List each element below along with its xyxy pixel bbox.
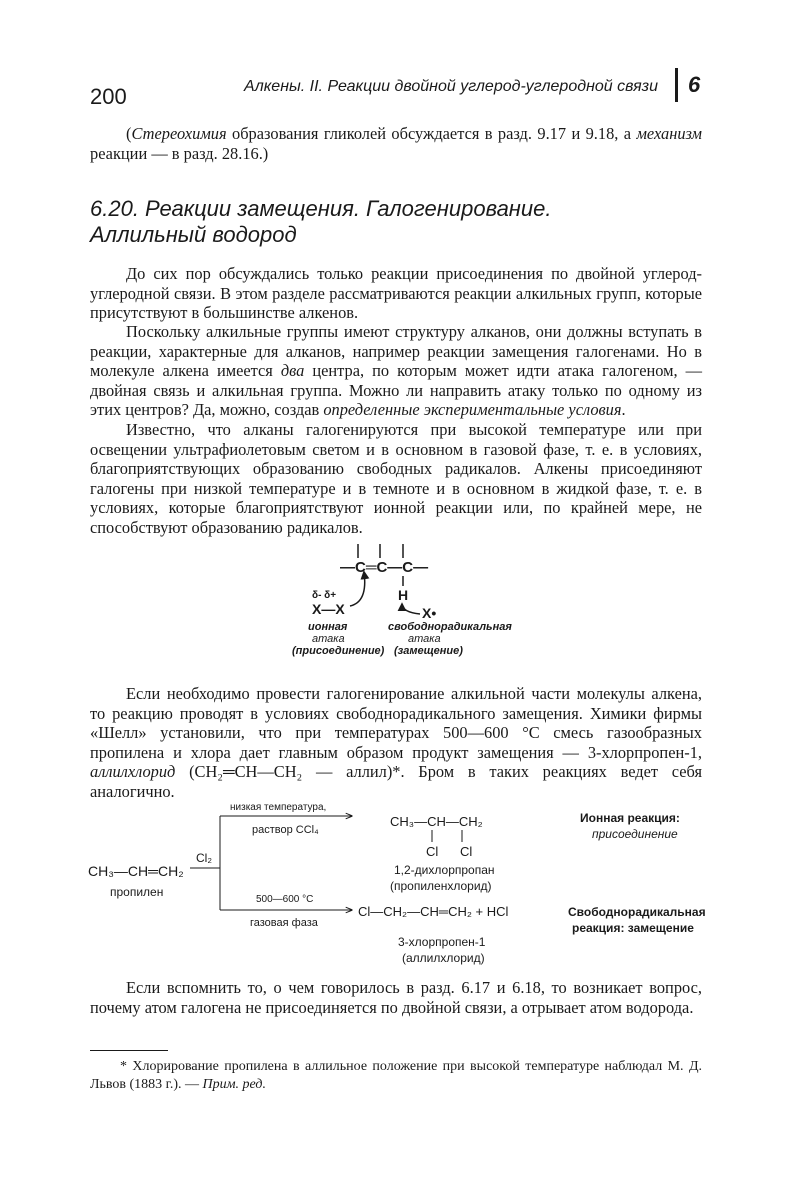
reactant-name: пропилен [110, 885, 164, 899]
lower-reaction-type: Свободнорадикальная [568, 905, 706, 919]
reactant-formula: CH₃—CH═CH₂ [88, 863, 184, 879]
reagent-label: Cl₂ [196, 851, 212, 865]
ionic-attack-arrow [350, 572, 365, 606]
lower-reaction-type: реакция: замещение [572, 921, 694, 935]
charge-label: δ- δ+ [312, 590, 337, 601]
paragraph-2: Поскольку алкильные группы имеют структуру алканов, они должны вступать в реакции, характерные для алканов, например реакции замещения галогенами. Но в молекуле алкена имеется два центра, по которым может идти атака галогеном, — двойная связь и алкильная группа. Можно ли направить атаку только по одному из этих центров? Да, можно, создав определенные экспериментальные условия. [90, 322, 702, 419]
hydrogen-atom: H [398, 587, 409, 603]
paragraph-1: До сих пор обсуждались только реакции присоединения по двойной углерод-углеродной связи. В этом разделе рассматриваются реакции алкильных групп, которые присутствуют в большинстве алкенов. [90, 264, 702, 322]
ionic-label-line: атака [312, 633, 345, 645]
paragraph-5: Если вспомнить то, о чем говорилось в разд. 6.17 и 6.18, то возникает вопрос, почему атом галогена не присоединяется по двойной связи, а отрывает атом водорода. [90, 978, 702, 1017]
chapter-number: 6 [688, 72, 701, 97]
upper-condition: низкая температура, [230, 802, 327, 813]
ionic-label-line: ионная [308, 621, 348, 633]
radical-label-line: свободнорадикальная [388, 621, 512, 633]
radical-label-line: атака [408, 633, 441, 645]
page-number: 200 [90, 84, 127, 109]
alkene-chain: —C═C—C— [340, 559, 429, 576]
mechanism-emphasis: механизм [636, 124, 702, 143]
upper-condition: раствор CCl₄ [252, 824, 319, 836]
lower-condition: газовая фаза [250, 917, 318, 929]
halogen-radical: X• [422, 605, 437, 621]
lower-product-name: 3-хлорпропен-1 [398, 935, 486, 949]
radical-label-line: (замещение) [394, 645, 463, 657]
upper-reaction-type: Ионная реакция: [580, 811, 680, 825]
upper-product-name: 1,2-дихлорпропан [394, 863, 495, 877]
ionic-label-line: (присоединение) [292, 645, 385, 657]
lower-product-name: (аллилхлорид) [402, 951, 485, 965]
upper-product-formula: CH₃—CH—CH₂ [390, 814, 483, 829]
allyl-chloride-emphasis: аллилхлорид [90, 762, 176, 781]
lower-product-formula: Cl—CH₂—CH═CH₂ + HCl [358, 904, 509, 919]
footnote-rule [90, 1050, 168, 1051]
stereo-emphasis: Стереохимия [131, 124, 227, 143]
editor-note: Прим. ред. [202, 1077, 266, 1092]
conditions-emphasis: определенные экспериментальные условия [323, 400, 622, 419]
upper-product-cl: Cl Cl [426, 844, 473, 859]
lower-condition: 500—600 °С [256, 894, 314, 905]
halogen-molecule: X—X [312, 601, 345, 617]
upper-product-name: (пропиленхлорид) [390, 879, 492, 893]
paragraph-4: Если необходимо провести галогенирование алкильной части молекулы алкена, то реакцию проводят в условиях свободнорадикального замещения. Химики фирмы «Шелл» установили, что при температурах 500—600 °С смесь газообразных пропилена и хлора дает главным образом продукт замещения — 3-хлорпропен-1, аллилхлорид (CH₂═CH—CH₂ — аллил)*. Бром в таких реакциях ведет себя аналогично. [90, 684, 702, 801]
header-divider [675, 68, 678, 102]
upper-reaction-type: присоединение [592, 827, 678, 841]
paragraph-3: Известно, что алканы галогенируются при высокой температуре или при освещении ультрафиолетовым светом и в основном в газовой фазе, т. е. в условиях, благоприятствующих образованию свободных радикалов. Алкены присоединяют галогены при низкой температуре и в темноте и в основном в жидкой фазе, т. е. в условиях, которые благоприятствуют ионной реакции или, по крайней мере, не способствуют образованию радикалов. [90, 420, 702, 537]
intro-note: (Стереохимия образования гликолей обсуждается в разд. 9.17 и 9.18, а механизм реакции — в разд. 28.16.) [90, 124, 702, 163]
attack-diagram [290, 540, 530, 658]
two-emphasis: два [280, 361, 305, 380]
running-title: Алкены. II. Реакции двойной углерод-углеродной связи [244, 78, 658, 95]
reaction-scheme [80, 800, 710, 968]
section-title: 6.20. Реакции замещения. Галогенирование. Аллильный водород [90, 196, 552, 247]
footnote: * Хлорирование пропилена в аллильное положение при высокой температуре наблюдал М. Д. Львов (1883 г.). — Прим. ред. [90, 1059, 702, 1092]
radical-attack-arrow [402, 604, 420, 614]
